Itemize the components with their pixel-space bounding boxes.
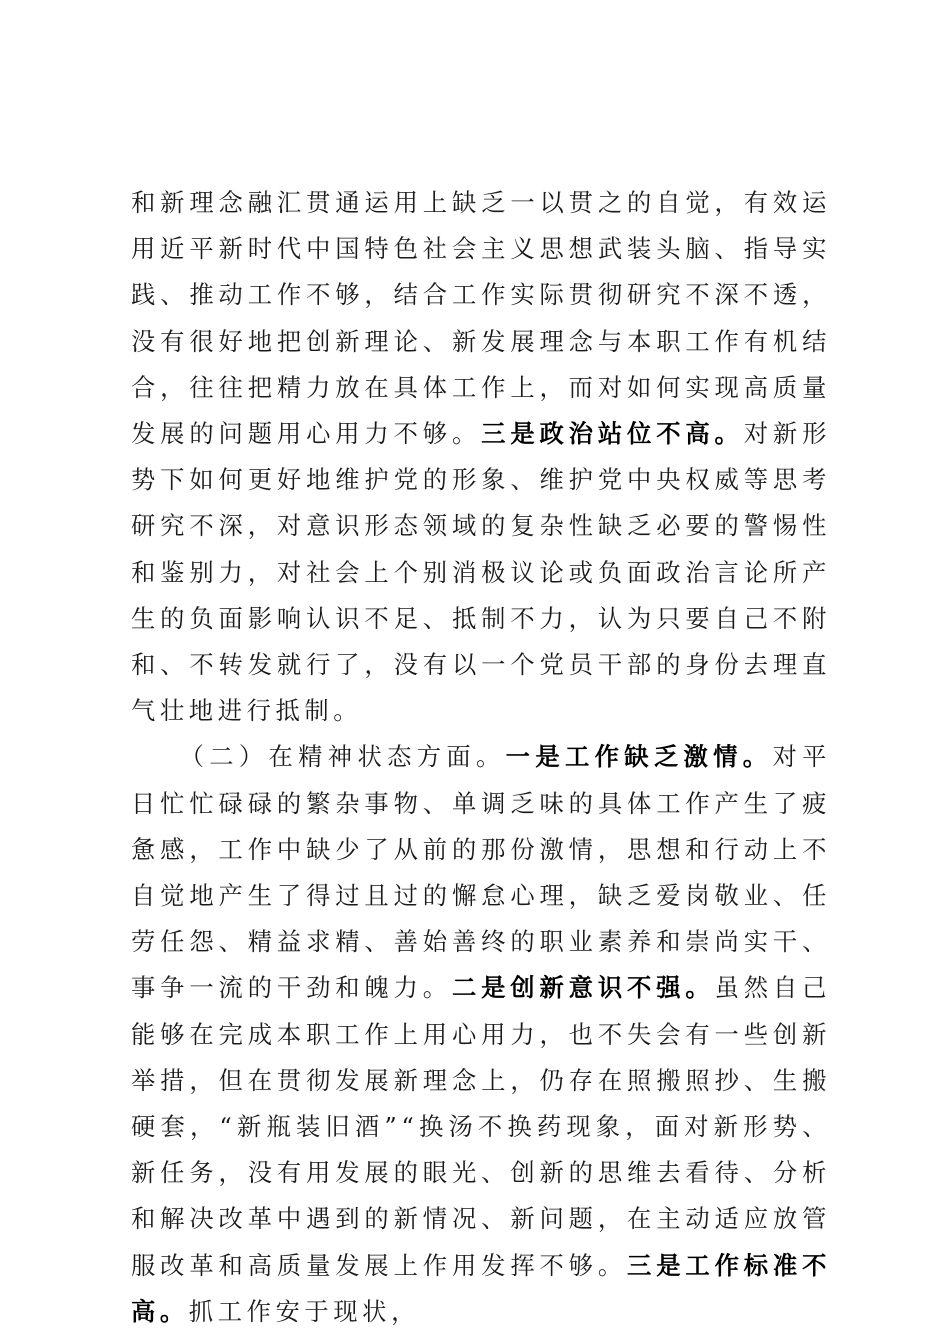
paragraph-text: 和新理念融汇贯通运用上缺乏一以贯之的自觉，有效运用近平新时代中国特色社会主义思想武装头脑、指导实践、推动工作不够，结合工作实际贯彻研究不深不透，没有很好地把创新理论、新发展理念与本职工作有机结合，往往把精力放在具体工作上，而对如何实现高质量发展的问题用心用力不够。 xyxy=(131,188,831,449)
section-heading: （二）在精神状态方面。 xyxy=(179,742,506,772)
paragraph-spirit-state xyxy=(131,734,831,1335)
paragraph-text: 虽然自己能够在完成本职工作上用心用力，也不失会有一些创新举措，但在贯彻发展新理念上，仍存在照搬照抄、生搬硬套，“新瓶装旧酒”“换汤不换药现象，面对新形势、新任务，没有用发展的眼光、创新的思维去看待、分析和解决改革中遇到的新情况、新问题，在主动适应放管服改革和高质量发展上作用发挥不够。 xyxy=(131,973,831,1280)
bold-heading-work-standard: 三是工作标准不高。 xyxy=(131,1250,831,1326)
bold-heading-lack-passion: 一是工作缺乏激情。 xyxy=(505,742,773,772)
paragraph-continuation xyxy=(131,180,831,734)
document-body xyxy=(131,180,831,1335)
paragraph-text: 对新形势下如何更好地维护党的形象、维护党中央权威等思考研究不深，对意识形态领域的复杂性缺乏必要的警惕性和鉴别力，对社会上个别消极议论或负面政治言论所产生的负面影响认识不足、抵制不力，认为只要自己不附和、不转发就行了，没有以一个党员干部的身份去理直气壮地进行抵制。 xyxy=(131,419,832,726)
paragraph-text: 抓工作安于现状， xyxy=(188,1296,420,1326)
bold-heading-innovation: 二是创新意识不强。 xyxy=(451,973,715,1003)
paragraph-text: 对平日忙忙碌碌的繁杂事物、单调乏味的具体工作产生了疲惫感，工作中缺少了从前的那份激情，思想和行动上不自觉地产生了得过且过的懈怠心理，缺乏爱岗敬业、任劳任怨、精益求精、善始善终的职业素养和崇尚实干、事争一流的干劲和魄力。 xyxy=(131,742,831,1003)
bold-heading-political-standpoint: 三是政治站位不高。 xyxy=(481,419,744,449)
